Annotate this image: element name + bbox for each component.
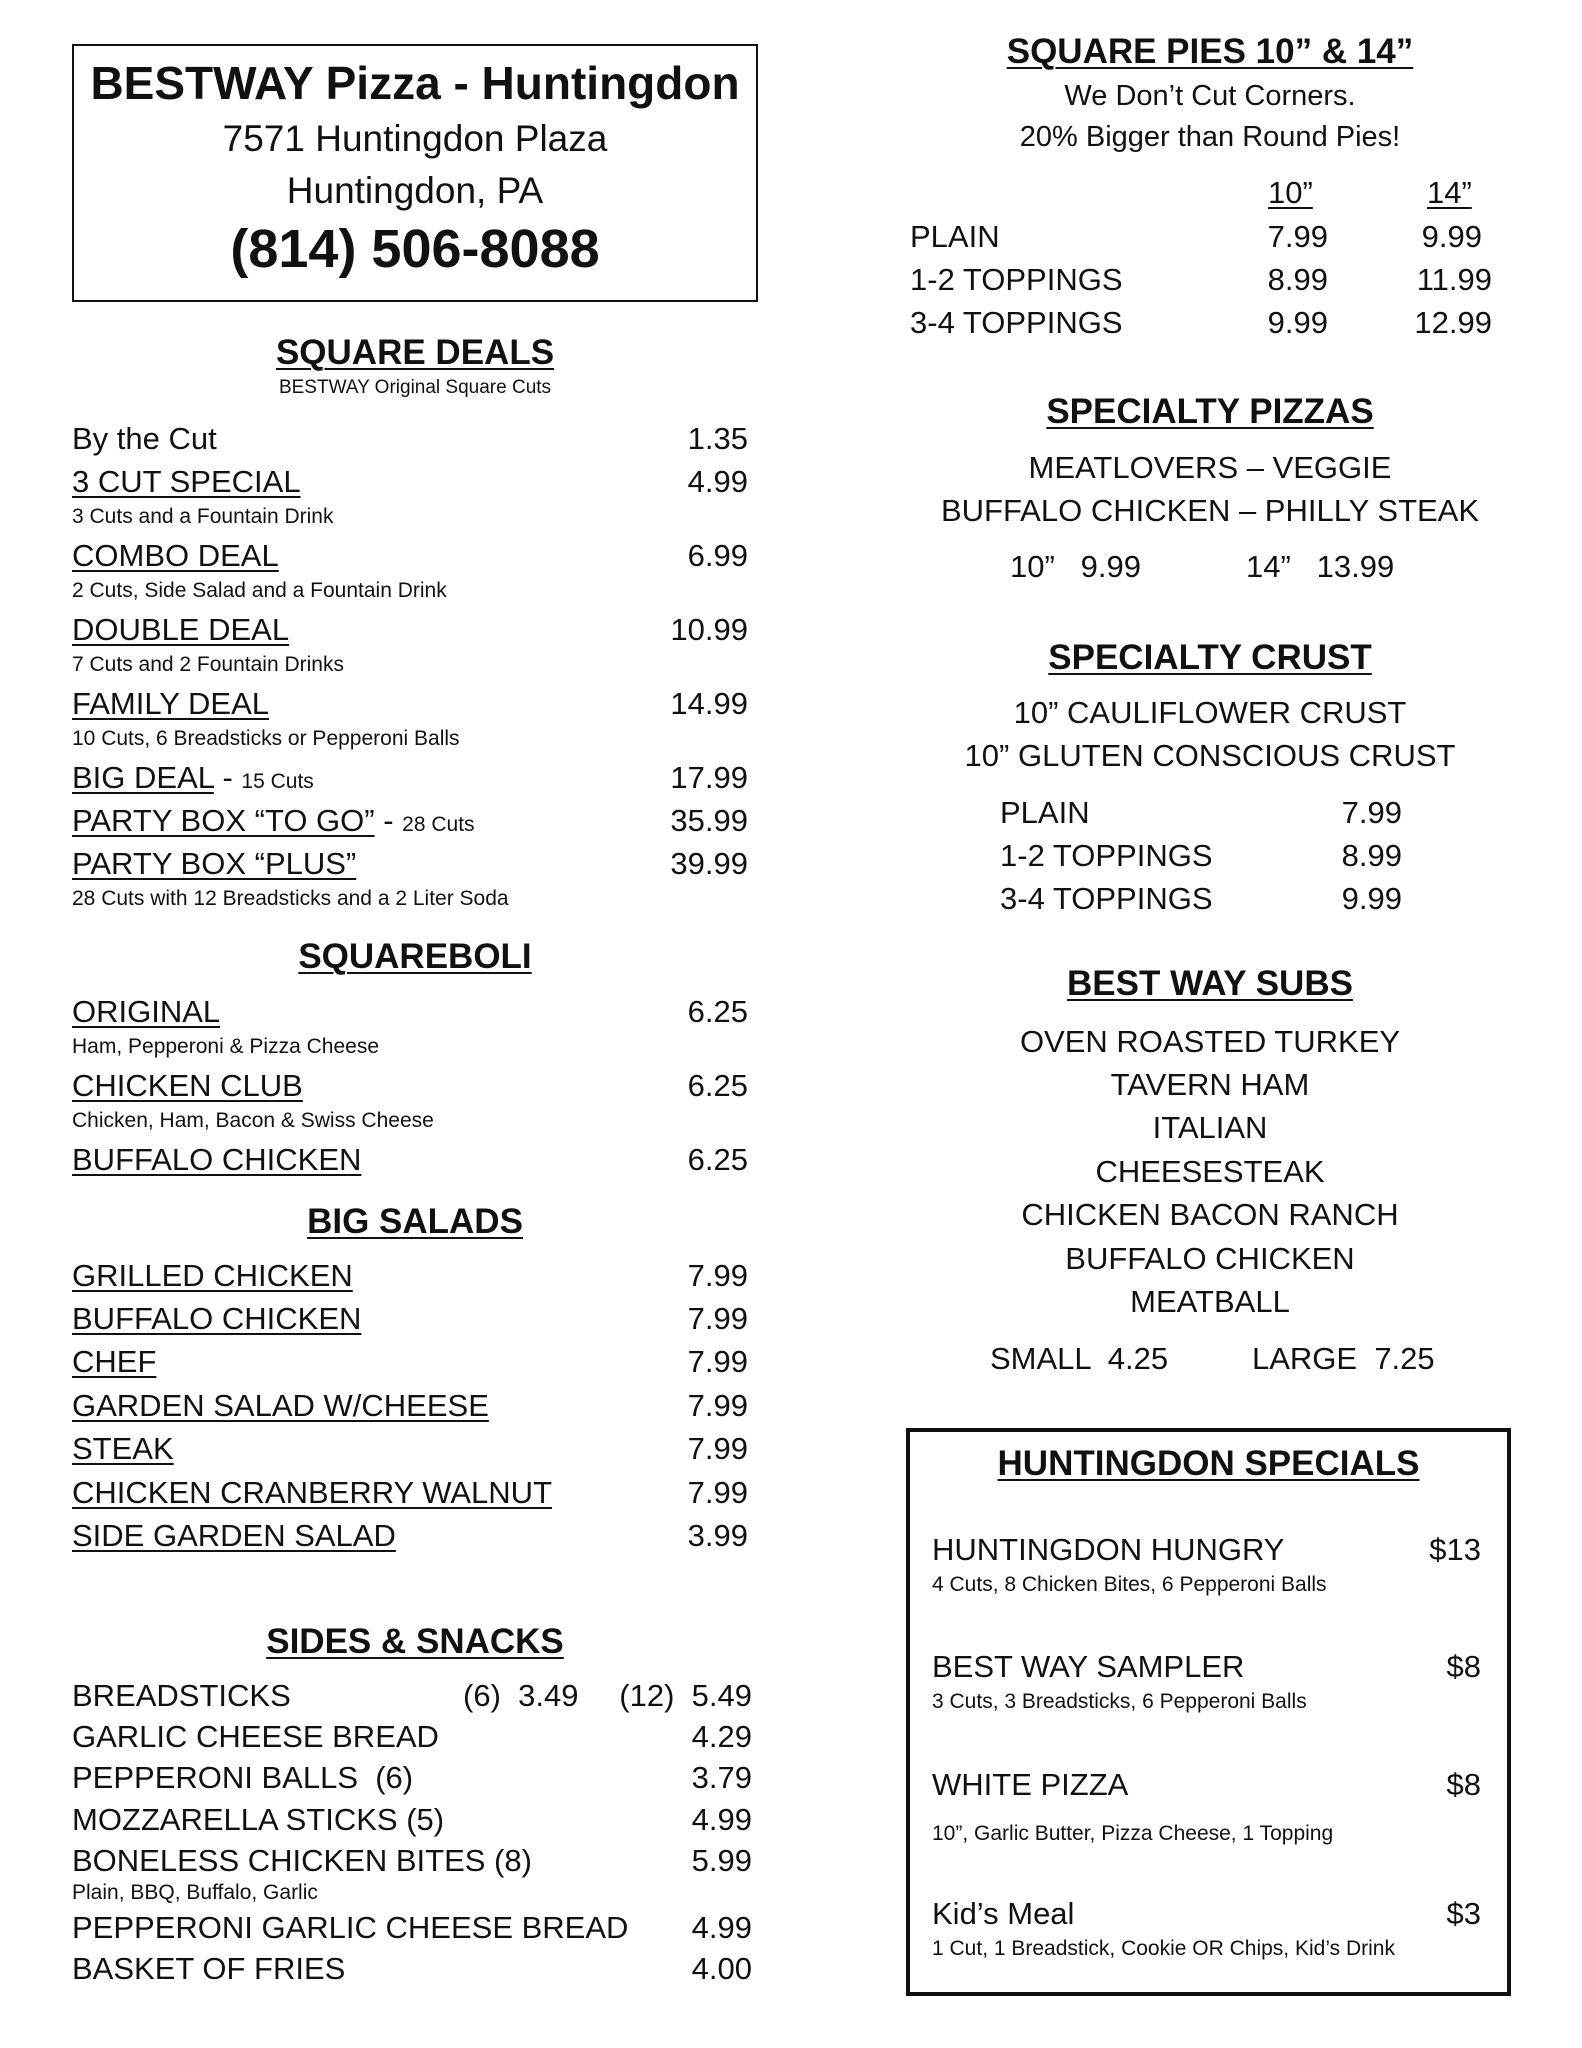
- item-boneless-chicken-bites: BONELESS CHICKEN BITES (8): [72, 1843, 532, 1878]
- square-pies-tagline-2: 20% Bigger than Round Pies!: [1019, 121, 1401, 153]
- price-squareboli-buffalo-chicken: 6.25: [687, 1142, 748, 1177]
- price-boneless-chicken-bites: 5.99: [691, 1843, 752, 1878]
- special-kids-meal-desc: 1 Cut, 1 Breadstick, Cookie OR Chips, Kid’s Drink: [932, 1937, 1395, 1960]
- squareboli-title: SQUAREBOLI: [298, 937, 532, 976]
- special-huntingdon-hungry: HUNTINGDON HUNGRY: [932, 1532, 1285, 1567]
- square-pies-plain: PLAIN: [910, 219, 1000, 254]
- item-pepperoni-balls: PEPPERONI BALLS (6): [72, 1760, 414, 1795]
- price-salad-steak: 7.99: [687, 1431, 748, 1466]
- item-combo-deal: COMBO DEAL: [72, 538, 279, 573]
- desc-party-box-plus: 28 Cuts with 12 Breadsticks and a 2 Liter Soda: [72, 887, 509, 910]
- specialty-pizzas-line-1: MEATLOVERS – VEGGIE: [1028, 450, 1392, 485]
- price-squareboli-chicken-club: 6.25: [687, 1068, 748, 1103]
- restaurant-phone: (814) 506-8088: [230, 219, 600, 279]
- specialty-crust-plain-price: 7.99: [1341, 795, 1402, 830]
- price-pepperoni-balls: 3.79: [691, 1760, 752, 1795]
- square-pies-3-4-14: 12.99: [1414, 305, 1492, 340]
- item-3-cut-special: 3 CUT SPECIAL: [72, 464, 301, 499]
- item-party-box-to-go-note: 28 Cuts: [402, 813, 475, 836]
- item-salad-steak: STEAK: [72, 1431, 174, 1466]
- item-mozzarella-sticks: MOZZARELLA STICKS (5): [72, 1802, 445, 1837]
- price-3-cut-special: 4.99: [687, 464, 748, 499]
- square-deals-subtitle: BESTWAY Original Square Cuts: [278, 377, 552, 398]
- sides-title: SIDES & SNACKS: [266, 1622, 564, 1661]
- special-white-pizza: WHITE PIZZA: [932, 1767, 1129, 1802]
- restaurant-header-box: [72, 44, 758, 302]
- special-kids-meal: Kid’s Meal: [932, 1896, 1075, 1931]
- sub-chicken-bacon-ranch: CHICKEN BACON RANCH: [1021, 1197, 1399, 1232]
- square-pies-1-2-14: 11.99: [1416, 262, 1492, 297]
- item-party-box-to-go: PARTY BOX “TO GO”: [72, 803, 375, 838]
- special-best-way-sampler-price: $8: [1446, 1649, 1481, 1684]
- price-salad-side-garden: 3.99: [687, 1518, 748, 1553]
- desc-family-deal: 10 Cuts, 6 Breadsticks or Pepperoni Balls: [72, 727, 460, 750]
- restaurant-city: Huntingdon, PA: [286, 170, 544, 211]
- sub-oven-roasted-turkey: OVEN ROASTED TURKEY: [1019, 1024, 1401, 1059]
- desc-squareboli-chicken-club: Chicken, Ham, Bacon & Swiss Cheese: [72, 1109, 434, 1132]
- item-big-deal: BIG DEAL: [72, 760, 214, 795]
- price-squareboli-original: 6.25: [687, 994, 748, 1029]
- item-pepperoni-garlic-cheese-bread: PEPPERONI GARLIC CHEESE BREAD: [72, 1910, 629, 1945]
- price-family-deal: 14.99: [670, 686, 748, 721]
- item-party-box-to-go-row: [72, 803, 475, 839]
- item-squareboli-buffalo-chicken: BUFFALO CHICKEN: [72, 1142, 362, 1177]
- specialty-crust-3-4: 3-4 TOPPINGS: [1000, 881, 1213, 916]
- price-pepperoni-garlic-cheese-bread: 4.99: [691, 1910, 752, 1945]
- desc-3-cut-special: 3 Cuts and a Fountain Drink: [72, 505, 334, 528]
- breadsticks-option-6: (6) 3.49: [463, 1678, 579, 1713]
- sub-italian: ITALIAN: [1152, 1110, 1268, 1145]
- square-pies-1-2: 1-2 TOPPINGS: [910, 262, 1123, 297]
- sub-tavern-ham: TAVERN HAM: [1110, 1067, 1310, 1102]
- specialty-pizzas-line-2: BUFFALO CHICKEN – PHILLY STEAK: [940, 493, 1480, 528]
- item-salad-buffalo-chicken: BUFFALO CHICKEN: [72, 1301, 362, 1336]
- price-salad-chicken-cranberry-walnut: 7.99: [687, 1475, 748, 1510]
- specialty-pizzas-title: SPECIALTY PIZZAS: [1046, 392, 1374, 431]
- sub-cheesesteak: CHEESESTEAK: [1095, 1154, 1325, 1189]
- item-big-deal-note: 15 Cuts: [241, 770, 314, 793]
- specialty-crust-1-2-price: 8.99: [1341, 838, 1402, 873]
- specialty-pizzas-size-14: 14” 13.99: [1246, 549, 1395, 584]
- item-salad-chef: CHEF: [72, 1344, 157, 1379]
- item-basket-of-fries: BASKET OF FRIES: [72, 1951, 346, 1986]
- specialty-crust-1-2: 1-2 TOPPINGS: [1000, 838, 1213, 873]
- subs-small-price: SMALL 4.25: [990, 1341, 1169, 1376]
- item-by-the-cut: By the Cut: [72, 421, 217, 456]
- restaurant-address: 7571 Huntingdon Plaza: [222, 118, 608, 159]
- price-combo-deal: 6.99: [687, 538, 748, 573]
- item-salad-garden-cheese: GARDEN SALAD W/CHEESE: [72, 1388, 489, 1423]
- special-white-pizza-price: $8: [1446, 1767, 1481, 1802]
- price-basket-of-fries: 4.00: [691, 1951, 752, 1986]
- restaurant-name: BESTWAY Pizza - Huntingdon: [90, 57, 740, 109]
- square-pies-col-14: 14”: [1427, 175, 1472, 210]
- item-garlic-cheese-bread: GARLIC CHEESE BREAD: [72, 1719, 439, 1754]
- price-by-the-cut: 1.35: [687, 421, 748, 456]
- specials-title: HUNTINGDON SPECIALS: [997, 1444, 1420, 1483]
- specialty-crust-title: SPECIALTY CRUST: [1048, 638, 1372, 677]
- price-salad-buffalo-chicken: 7.99: [687, 1301, 748, 1336]
- square-pies-tagline-1: We Don’t Cut Corners.: [1064, 80, 1356, 112]
- item-squareboli-chicken-club: CHICKEN CLUB: [72, 1068, 303, 1103]
- price-mozzarella-sticks: 4.99: [691, 1802, 752, 1837]
- item-squareboli-original: ORIGINAL: [72, 994, 221, 1029]
- item-party-box-to-go-sep: -: [374, 803, 403, 838]
- special-huntingdon-hungry-desc: 4 Cuts, 8 Chicken Bites, 6 Pepperoni Balls: [932, 1573, 1327, 1596]
- special-kids-meal-price: $3: [1446, 1896, 1481, 1931]
- desc-combo-deal: 2 Cuts, Side Salad and a Fountain Drink: [72, 579, 447, 602]
- item-double-deal: DOUBLE DEAL: [72, 612, 290, 647]
- sub-buffalo-chicken: BUFFALO CHICKEN: [1065, 1241, 1355, 1276]
- price-salad-chef: 7.99: [687, 1344, 748, 1379]
- price-garlic-cheese-bread: 4.29: [691, 1719, 752, 1754]
- specialty-pizzas-size-10: 10” 9.99: [1010, 549, 1141, 584]
- special-best-way-sampler-desc: 3 Cuts, 3 Breadsticks, 6 Pepperoni Balls: [932, 1690, 1307, 1713]
- special-huntingdon-hungry-price: $13: [1429, 1532, 1481, 1567]
- price-salad-grilled-chicken: 7.99: [687, 1258, 748, 1293]
- item-breadsticks: BREADSTICKS: [72, 1678, 291, 1713]
- square-pies-title: SQUARE PIES 10” & 14”: [1006, 32, 1414, 71]
- special-best-way-sampler: BEST WAY SAMPLER: [932, 1649, 1245, 1684]
- square-pies-3-4: 3-4 TOPPINGS: [910, 305, 1123, 340]
- specialty-crust-line-1: 10” CAULIFLOWER CRUST: [1013, 695, 1407, 730]
- square-deals-title: SQUARE DEALS: [275, 333, 555, 372]
- item-party-box-plus: PARTY BOX “PLUS”: [72, 846, 357, 881]
- specialty-crust-3-4-price: 9.99: [1341, 881, 1402, 916]
- item-salad-side-garden: SIDE GARDEN SALAD: [72, 1518, 396, 1553]
- square-pies-3-4-10: 9.99: [1267, 305, 1328, 340]
- item-family-deal: FAMILY DEAL: [72, 686, 269, 721]
- price-party-box-to-go: 35.99: [670, 803, 748, 838]
- specials-box: [906, 1428, 1511, 1996]
- price-party-box-plus: 39.99: [670, 846, 748, 881]
- big-salads-title: BIG SALADS: [307, 1202, 523, 1241]
- price-salad-garden-cheese: 7.99: [687, 1388, 748, 1423]
- subs-large-price: LARGE 7.25: [1252, 1341, 1435, 1376]
- square-pies-col-10: 10”: [1268, 175, 1313, 210]
- item-big-deal-sep: -: [213, 760, 242, 795]
- item-big-deal-row: [72, 760, 314, 796]
- desc-boneless-chicken-bites: Plain, BBQ, Buffalo, Garlic: [72, 1881, 318, 1904]
- sub-meatball: MEATBALL: [1130, 1284, 1290, 1319]
- special-white-pizza-desc: 10”, Garlic Butter, Pizza Cheese, 1 Topping: [932, 1822, 1334, 1845]
- item-salad-chicken-cranberry-walnut: CHICKEN CRANBERRY WALNUT: [72, 1475, 553, 1510]
- square-pies-1-2-10: 8.99: [1267, 262, 1328, 297]
- square-pies-plain-14: 9.99: [1421, 219, 1482, 254]
- price-big-deal: 17.99: [670, 760, 748, 795]
- item-salad-grilled-chicken: GRILLED CHICKEN: [72, 1258, 353, 1293]
- specialty-crust-plain: PLAIN: [1000, 795, 1090, 830]
- desc-double-deal: 7 Cuts and 2 Fountain Drinks: [72, 653, 344, 676]
- specialty-crust-line-2: 10” GLUTEN CONSCIOUS CRUST: [964, 738, 1456, 773]
- square-pies-plain-10: 7.99: [1267, 219, 1328, 254]
- breadsticks-option-12: (12) 5.49: [619, 1678, 752, 1713]
- desc-squareboli-original: Ham, Pepperoni & Pizza Cheese: [72, 1035, 379, 1058]
- subs-title: BEST WAY SUBS: [1067, 964, 1353, 1003]
- price-double-deal: 10.99: [670, 612, 748, 647]
